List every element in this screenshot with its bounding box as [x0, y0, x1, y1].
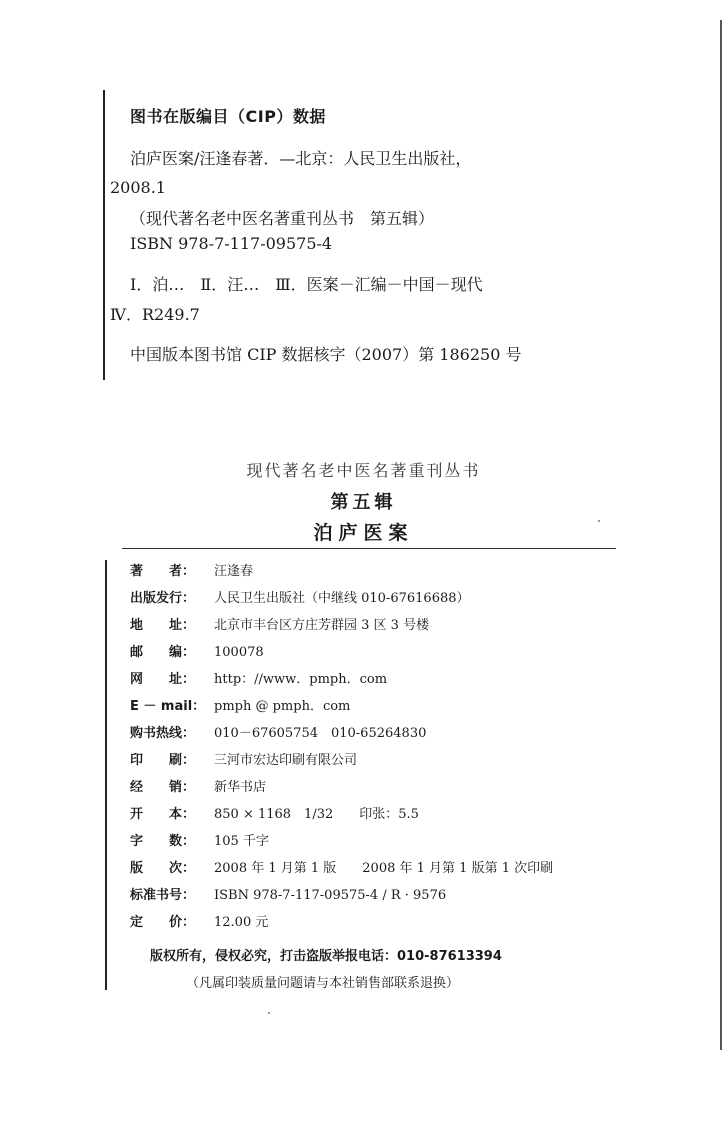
info-label: 著 者：: [130, 564, 196, 579]
info-row-publisher: [130, 587, 690, 606]
info-row-postcode: [130, 641, 690, 660]
cip-line-title: 泊庐医案/汪逢春著．—北京：人民卫生出版社，: [130, 149, 472, 168]
series-name: 现代著名老中医名著重刊丛书: [246, 461, 481, 480]
info-label: 版 次：: [130, 861, 196, 876]
return-policy-note: （凡属印装质量问题请与本社销售部联系退换）: [186, 976, 460, 991]
left-border-line: [103, 90, 105, 380]
info-row-isbn: [130, 884, 690, 903]
cip-line-record: 中国版本图书馆 CIP 数据核字（2007）第 186250 号: [130, 345, 522, 364]
cip-line-series: （现代著名老中医名著重刊丛书 第五辑）: [130, 209, 435, 228]
cip-line-classification: Ⅰ．泊… Ⅱ．汪… Ⅲ．医案－汇编－中国－现代: [130, 275, 483, 294]
info-label: 定 价：: [130, 915, 196, 930]
info-row-author: [130, 560, 690, 579]
info-label: 字 数：: [130, 834, 196, 849]
series-volume: 第五辑: [330, 492, 397, 513]
info-label: 印 刷：: [130, 753, 196, 768]
info-value: http：//www．pmph．com: [214, 672, 388, 687]
info-value: 010－67605754 010-65264830: [214, 726, 427, 741]
info-value: 三河市宏达印刷有限公司: [214, 753, 358, 768]
left-border-line-lower: [105, 560, 107, 990]
info-row-website: [130, 668, 690, 687]
info-label: E － mail：: [130, 699, 206, 714]
info-value: 2008 年 1 月第 1 版 2008 年 1 月第 1 版第 1 次印刷: [214, 861, 554, 876]
info-value: ISBN 978-7-117-09575-4 / R · 9576: [214, 888, 447, 903]
info-row-wordcount: [130, 830, 690, 849]
info-row-format: [130, 803, 690, 822]
info-label: 开 本：: [130, 807, 196, 822]
info-row-price: [130, 911, 690, 930]
info-value: 100078: [214, 645, 264, 660]
info-label: 地 址：: [130, 618, 196, 633]
info-value: 12.00 元: [214, 915, 269, 930]
info-label: 网 址：: [130, 672, 196, 687]
info-row-address: [130, 614, 690, 633]
cip-line-isbn: ISBN 978-7-117-09575-4: [130, 234, 333, 253]
cip-line-date: 2008.1: [110, 178, 166, 197]
book-title: 泊庐医案: [313, 522, 414, 544]
info-label: 标准书号：: [130, 888, 196, 903]
scan-speck: [598, 520, 600, 522]
info-row-edition: [130, 857, 690, 876]
info-row-distributor: [130, 776, 690, 795]
info-label: 购书热线：: [130, 726, 196, 741]
info-label: 出版发行：: [130, 591, 196, 606]
info-value: 汪逢春: [214, 564, 254, 579]
cip-line-clc: Ⅳ．R249.7: [110, 305, 200, 324]
info-label: 邮 编：: [130, 645, 196, 660]
info-row-hotline: [130, 722, 690, 741]
info-value: 新华书店: [214, 780, 267, 795]
copyright-notice: 版权所有，侵权必究，打击盗版举报电话：010-87613394: [150, 949, 502, 964]
info-value: 850 × 1168 1/32 印张：5.5: [214, 807, 419, 822]
info-value: pmph @ pmph．com: [214, 699, 351, 714]
info-value: 人民卫生出版社（中继线 010-67616688）: [214, 591, 470, 606]
info-row-email: [130, 695, 690, 714]
cip-heading: 图书在版编目（CIP）数据: [130, 107, 326, 126]
info-value: 北京市丰台区方庄芳群园 3 区 3 号楼: [214, 618, 430, 633]
scan-speck: [268, 1012, 270, 1014]
info-value: 105 千字: [214, 834, 269, 849]
info-row-printer: [130, 749, 690, 768]
divider-rule: [122, 548, 616, 549]
info-label: 经 销：: [130, 780, 196, 795]
